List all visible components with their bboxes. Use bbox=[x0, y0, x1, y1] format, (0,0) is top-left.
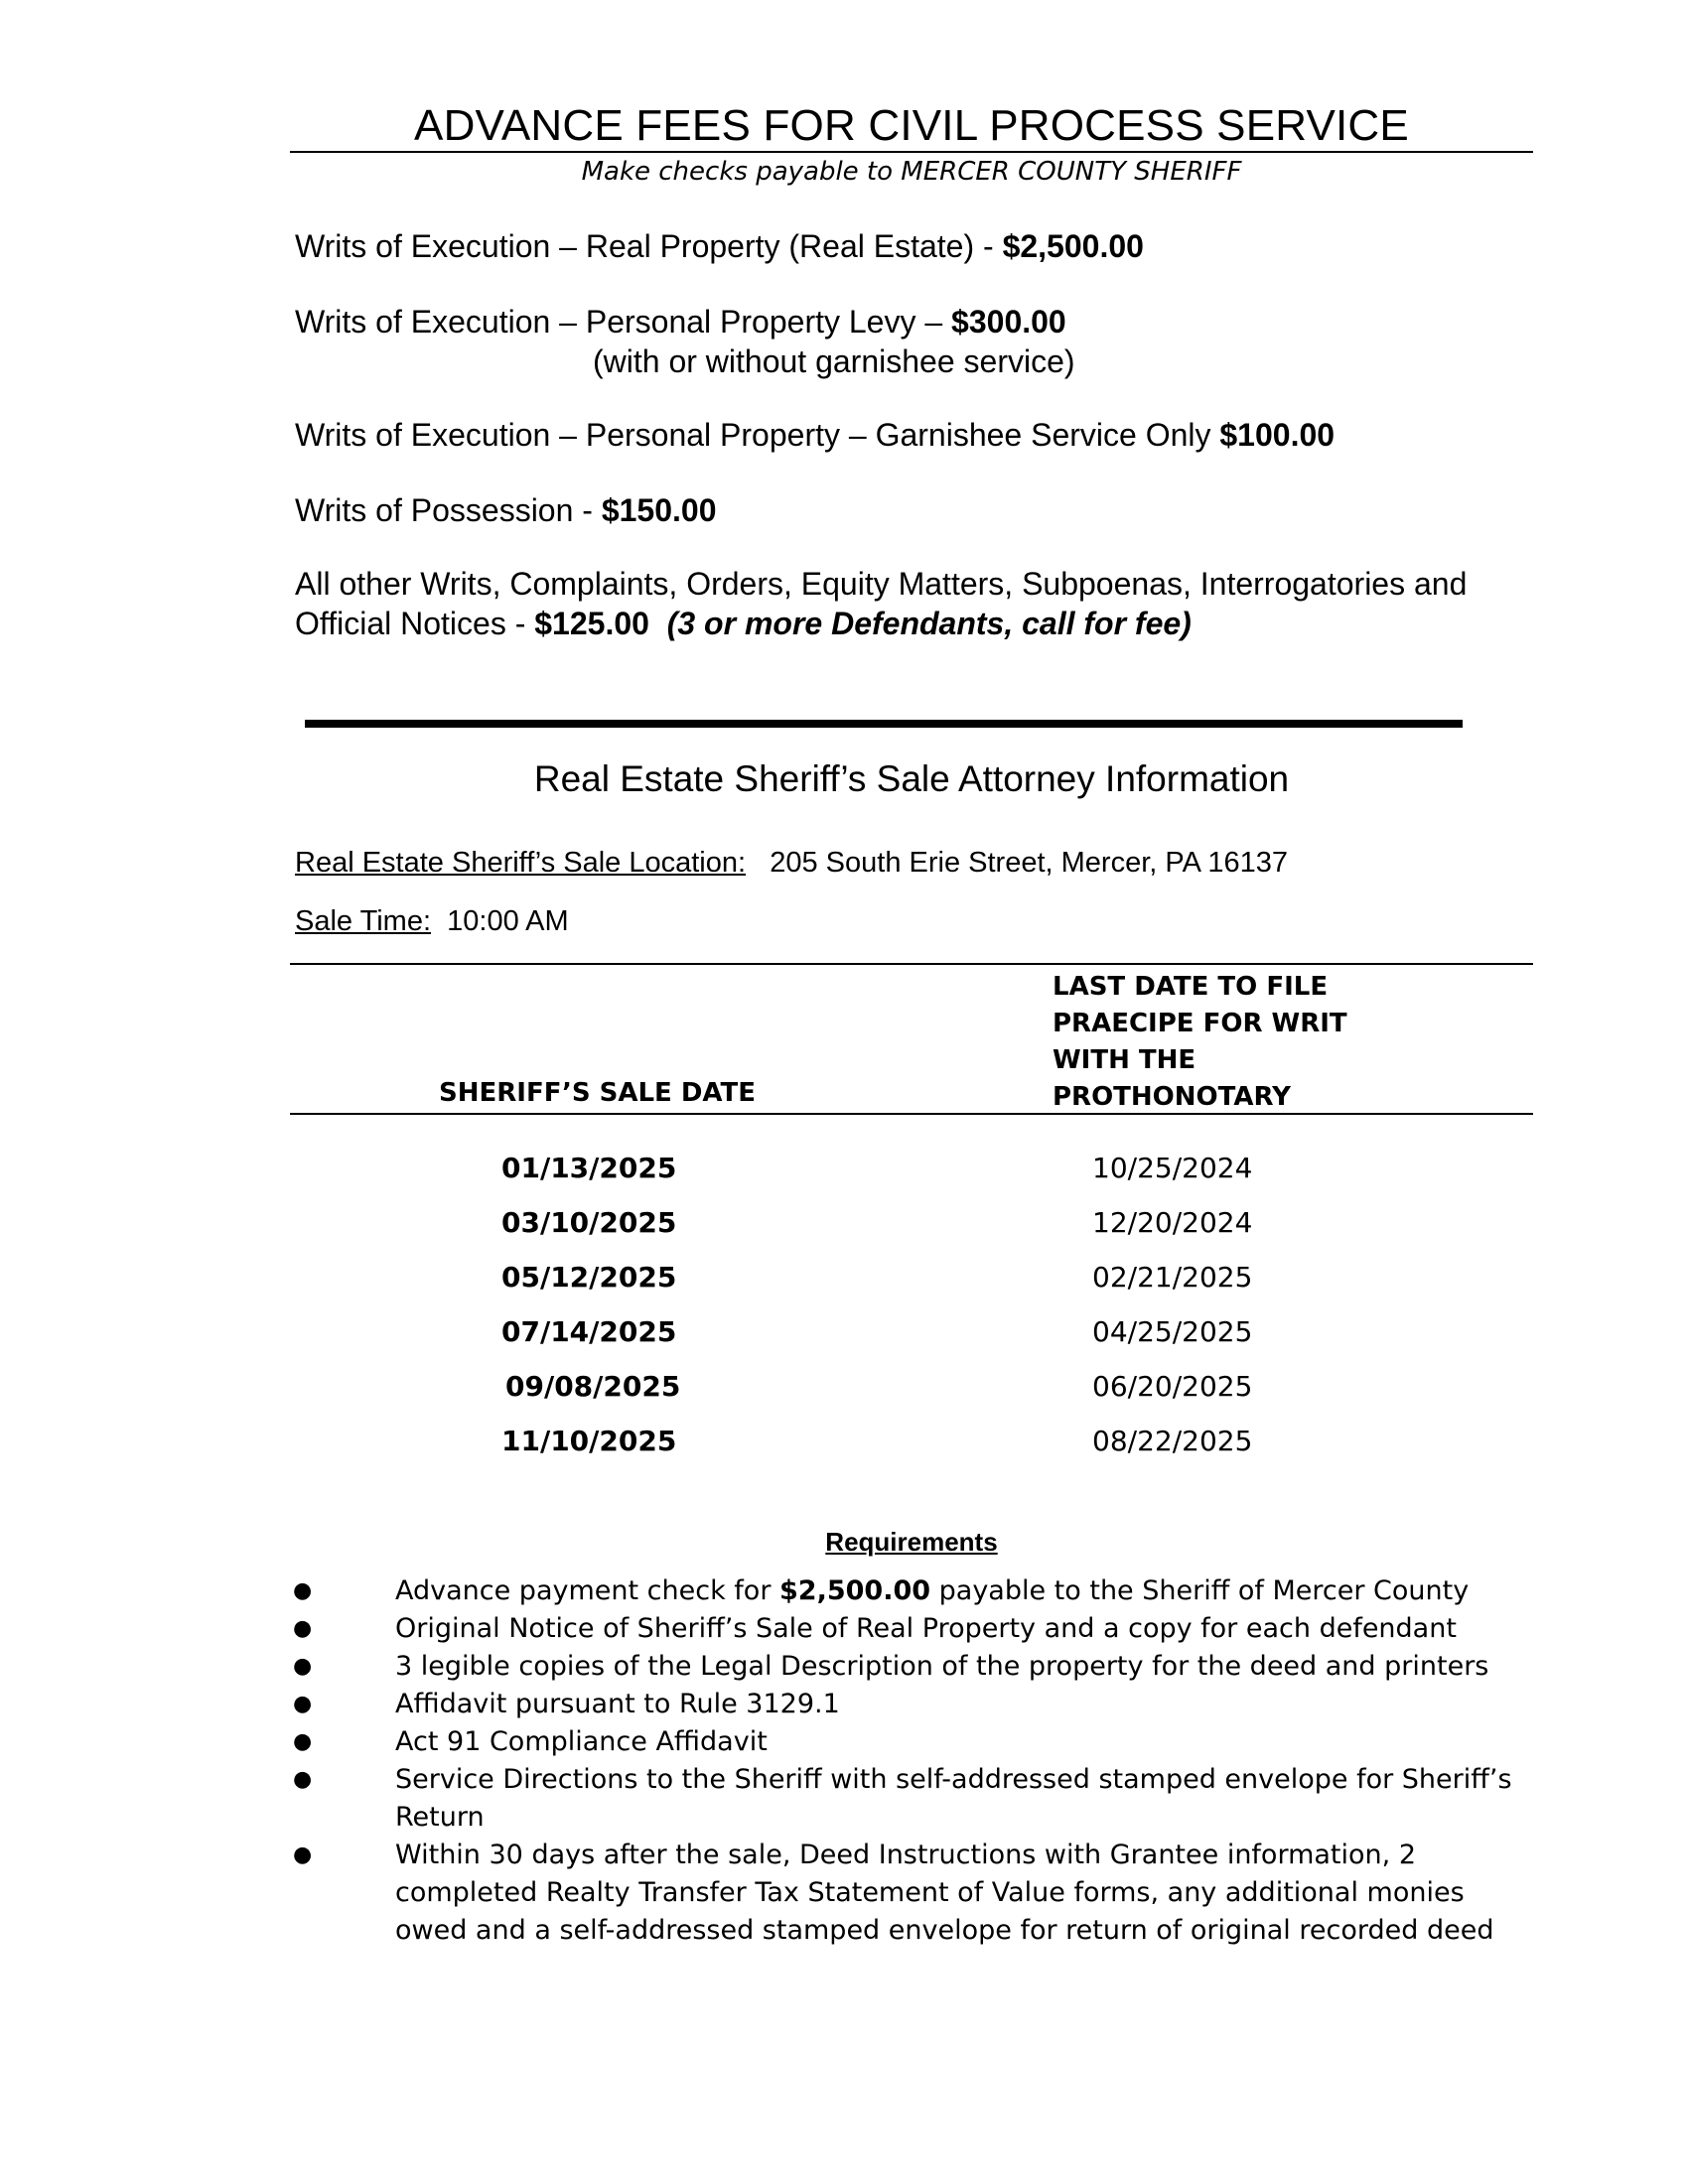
sale-date-cell: 11/10/2025 bbox=[501, 1425, 677, 1457]
title-underline bbox=[290, 151, 1533, 153]
list-item: ● Advance payment check for $2,500.00 payable to the Sheriff of Mercer County bbox=[290, 1572, 1541, 1610]
requirements-title: Requirements bbox=[825, 1527, 998, 1557]
fee-text: Writs of Execution – Personal Property Levy – bbox=[295, 304, 952, 340]
list-item: ● Original Notice of Sheriff’s Sale of Real Property and a copy for each defendant bbox=[290, 1610, 1541, 1648]
fee-text: Writs of Execution – Personal Property – Garnishee Service Only bbox=[295, 417, 1220, 453]
fee-amount: $150.00 bbox=[601, 492, 717, 528]
fee-text: All other Writs, Complaints, Orders, Equity Matters, Subpoenas, Interrogatories and Official Notices - bbox=[295, 566, 1468, 641]
table-row bbox=[290, 1206, 1533, 1246]
sale-date-cell: 01/13/2025 bbox=[501, 1152, 677, 1184]
section-divider bbox=[305, 720, 1463, 728]
fee-item-real-property bbox=[295, 226, 1144, 266]
file-date-cell: 06/20/2025 bbox=[1092, 1370, 1253, 1403]
payable-note: Make checks payable to MERCER COUNTY SHERIFF bbox=[581, 157, 1242, 187]
sale-location-label: Real Estate Sheriff’s Sale Location: bbox=[295, 847, 747, 879]
fee-item-all-other-writs bbox=[295, 564, 1546, 643]
sale-location-line bbox=[295, 847, 1288, 880]
bullet-icon: ● bbox=[293, 1767, 313, 1792]
bullet-icon: ● bbox=[293, 1692, 313, 1716]
fee-item-personal-property-levy bbox=[295, 302, 1075, 381]
page-title: ADVANCE FEES FOR CIVIL PROCESS SERVICE bbox=[414, 101, 1409, 150]
table-row bbox=[290, 1152, 1533, 1191]
list-item: ● Affidavit pursuant to Rule 3129.1 bbox=[290, 1686, 1541, 1723]
section-title: Real Estate Sheriff’s Sale Attorney Information bbox=[533, 758, 1290, 799]
fee-item-garnishee-service bbox=[295, 415, 1335, 455]
sale-location-value: 205 South Erie Street, Mercer, PA 16137 bbox=[770, 847, 1289, 879]
file-date-cell: 02/21/2025 bbox=[1092, 1261, 1253, 1294]
column-header-last-file-date: LAST DATE TO FILE PRAECIPE FOR WRIT WITH THE PROTHONOTARY bbox=[1053, 972, 1347, 1112]
requirements-list bbox=[290, 1572, 1541, 1950]
list-item: ● Service Directions to the Sheriff with self-addressed stamped envelope for Sheriff’s Return bbox=[290, 1761, 1541, 1837]
sale-time-value: 10:00 AM bbox=[447, 905, 569, 937]
bullet-icon: ● bbox=[293, 1578, 313, 1603]
fee-subtext: (with or without garnishee service) bbox=[593, 343, 1075, 379]
fee-item-writs-of-possession bbox=[295, 490, 717, 530]
table-row bbox=[290, 1315, 1533, 1355]
file-date-cell: 08/22/2025 bbox=[1092, 1425, 1253, 1457]
sale-date-cell: 03/10/2025 bbox=[501, 1206, 677, 1239]
file-date-cell: 12/20/2024 bbox=[1092, 1206, 1253, 1239]
fee-text: Writs of Possession - bbox=[295, 492, 602, 528]
list-item: ● Act 91 Compliance Affidavit bbox=[290, 1723, 1541, 1761]
column-header-sale-date: SHERIFF’S SALE DATE bbox=[439, 1078, 757, 1108]
bullet-icon: ● bbox=[293, 1654, 313, 1679]
fee-text: Writs of Execution – Real Property (Real Estate) - bbox=[295, 228, 1003, 264]
file-date-cell: 04/25/2025 bbox=[1092, 1315, 1253, 1348]
bullet-icon: ● bbox=[293, 1616, 313, 1641]
fee-note: (3 or more Defendants, call for fee) bbox=[666, 606, 1192, 641]
sale-date-cell: 05/12/2025 bbox=[501, 1261, 677, 1294]
fee-amount: $100.00 bbox=[1219, 417, 1336, 453]
bullet-icon: ● bbox=[293, 1729, 313, 1754]
fee-amount: $300.00 bbox=[951, 304, 1066, 340]
table-row bbox=[290, 1261, 1533, 1300]
table-top-rule bbox=[290, 963, 1533, 965]
fee-amount: $2,500.00 bbox=[1002, 228, 1144, 264]
table-row bbox=[290, 1370, 1533, 1410]
bullet-icon: ● bbox=[293, 1843, 313, 1867]
sale-time-label: Sale Time: bbox=[295, 905, 431, 937]
table-row bbox=[290, 1425, 1533, 1464]
sale-time-line bbox=[295, 905, 569, 938]
fee-amount: $125.00 bbox=[534, 606, 649, 641]
sale-date-cell: 09/08/2025 bbox=[505, 1370, 681, 1403]
file-date-cell: 10/25/2024 bbox=[1092, 1152, 1253, 1184]
table-header-rule bbox=[290, 1113, 1533, 1115]
list-item: ● 3 legible copies of the Legal Description of the property for the deed and printers bbox=[290, 1648, 1541, 1686]
sale-date-cell: 07/14/2025 bbox=[501, 1315, 677, 1348]
list-item: ● Within 30 days after the sale, Deed Instructions with Grantee information, 2 completed Realty Transfer Tax Statement of Value forms, any additional monies owed and a self-addressed stamped envelope for return of original recorded deed bbox=[290, 1837, 1541, 1950]
